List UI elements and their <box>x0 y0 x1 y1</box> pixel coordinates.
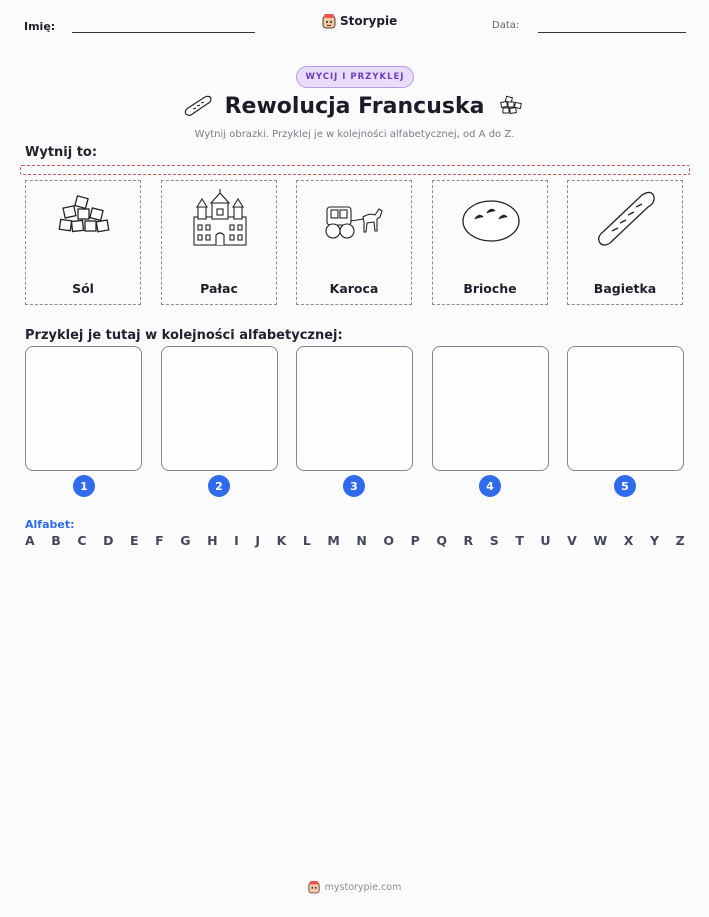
page-title: Rewolucja Francuska <box>224 94 485 119</box>
cut-card-carriage[interactable] <box>296 180 412 305</box>
activity-badge: WYCIJ I PRZYKLEJ <box>296 66 414 88</box>
alphabet-letter: B <box>51 533 61 548</box>
cut-card-salt[interactable] <box>25 180 141 305</box>
slot-number: 5 <box>614 475 636 497</box>
brand-logo <box>322 13 397 29</box>
paste-slot-4[interactable] <box>432 346 549 471</box>
card-label: Brioche <box>463 281 517 296</box>
alphabet-letter: I <box>234 533 239 548</box>
alphabet-letter: F <box>155 533 164 548</box>
alphabet-letter: Z <box>675 533 685 548</box>
brioche-icon <box>461 189 521 249</box>
alphabet-letter: U <box>540 533 551 548</box>
alphabet-letter: O <box>383 533 395 548</box>
cut-line <box>20 165 690 175</box>
alphabet-letter: R <box>463 533 474 548</box>
cut-heading: Wytnij to: <box>25 145 98 160</box>
alphabet-letter: H <box>207 533 218 548</box>
palace-icon <box>190 189 250 249</box>
card-label: Sól <box>72 281 94 296</box>
cut-card-brioche[interactable] <box>432 180 548 305</box>
cut-card-baguette[interactable] <box>567 180 683 305</box>
paste-slot-3[interactable] <box>296 346 413 471</box>
alphabet-letter: M <box>327 533 340 548</box>
paste-heading: Przyklej je tutaj w kolejności alfabetycznej: <box>25 328 343 343</box>
brand-name: Storypie <box>340 14 398 28</box>
paste-slot-1[interactable] <box>25 346 142 471</box>
alphabet-letter: Q <box>436 533 447 548</box>
paste-slot-5[interactable] <box>567 346 684 471</box>
alphabet-letter: N <box>356 533 367 548</box>
alphabet-letter: S <box>489 533 499 548</box>
alphabet-letter: L <box>302 533 311 548</box>
storypie-mascot-icon <box>308 880 320 894</box>
paste-slot-2[interactable] <box>161 346 278 471</box>
name-line[interactable] <box>72 32 255 33</box>
card-label: Bagietka <box>593 281 657 296</box>
date-line[interactable] <box>538 32 686 33</box>
alphabet-letter: D <box>103 533 114 548</box>
alphabet-letter: C <box>77 533 87 548</box>
baguette-icon <box>596 189 656 249</box>
cut-card-palace[interactable] <box>161 180 277 305</box>
salt-icon <box>497 95 525 117</box>
alphabet-letter: V <box>567 533 577 548</box>
alphabet-letter: K <box>276 533 287 548</box>
slot-number: 2 <box>208 475 230 497</box>
footer-url[interactable]: mystorypie.com <box>324 881 402 893</box>
alphabet-letter: G <box>180 533 191 548</box>
alphabet-row <box>25 533 685 548</box>
slot-number: 3 <box>343 475 365 497</box>
alphabet-letter: Y <box>649 533 659 548</box>
card-label: Karoca <box>329 281 379 296</box>
slot-number: 4 <box>479 475 501 497</box>
carriage-icon <box>319 189 391 249</box>
instructions: Wytnij obrazki. Przyklej je w kolejności alfabetycznej, od A do Z. <box>194 129 515 140</box>
name-label: Imię: <box>24 20 56 33</box>
alphabet-letter: X <box>623 533 634 548</box>
salt-icon <box>54 189 114 249</box>
slot-number: 1 <box>73 475 95 497</box>
storypie-mascot-icon <box>322 13 336 29</box>
date-label: Data: <box>492 20 520 31</box>
footer <box>0 880 709 894</box>
alphabet-letter: P <box>410 533 420 548</box>
alphabet-letter: A <box>25 533 35 548</box>
alphabet-letter: E <box>130 533 139 548</box>
card-label: Pałac <box>200 281 238 296</box>
alphabet-letter: J <box>255 533 260 548</box>
alphabet-letter: T <box>515 533 524 548</box>
alphabet-heading: Alfabet: <box>25 518 75 531</box>
alphabet-letter: W <box>593 533 608 548</box>
